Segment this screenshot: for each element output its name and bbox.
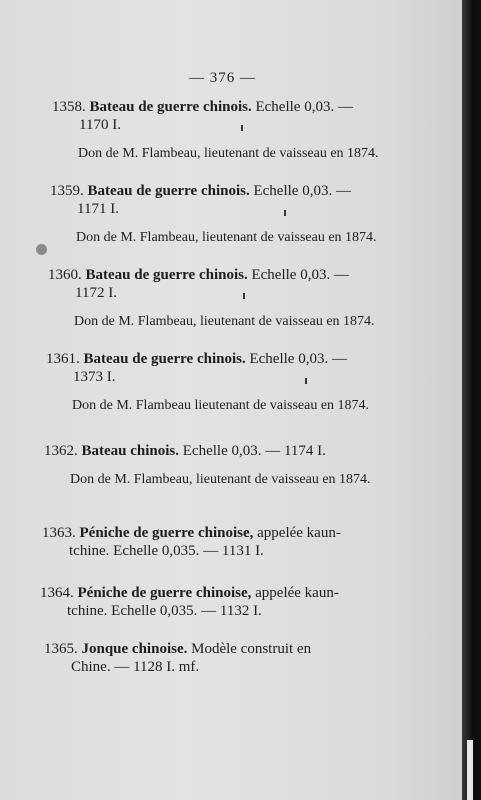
catalog-entry-1358 <box>52 98 412 162</box>
entry-scale: Echelle 0,03. — <box>247 267 349 283</box>
entry-number: 1362. <box>44 443 78 459</box>
entry-scale: appelée kaun- <box>253 525 341 541</box>
entry-title: Bateau de guerre chinois. <box>83 351 246 367</box>
entry-title: Péniche de guerre chinoise, <box>79 525 254 541</box>
entry-number: 1359. <box>50 183 84 199</box>
entry-inventory: 1373 I. <box>73 369 116 385</box>
entry-inventory: tchine. Echelle 0,035. — 1131 I. <box>69 543 264 559</box>
ink-mark <box>241 125 243 131</box>
donation-note: Don de M. Flambeau, lieutenant de vaisseau en 1874. <box>76 230 377 245</box>
entry-scale: Echelle 0,03. — 1174 I. <box>179 443 326 459</box>
catalog-entry-1359 <box>50 182 410 246</box>
donation-note: Don de M. Flambeau, lieutenant de vaisseau en 1874. <box>74 314 375 329</box>
entry-inventory: 1171 I. <box>77 201 119 217</box>
ink-mark <box>243 293 245 299</box>
page-edge-shadow <box>462 0 481 800</box>
entry-number: 1361. <box>46 351 80 367</box>
entry-title: Bateau de guerre chinois. <box>87 183 250 199</box>
entry-number: 1358. <box>52 99 86 115</box>
catalog-entry-1364 <box>40 584 400 620</box>
page-edge-highlight <box>467 740 473 800</box>
entry-scale: appelée kaun- <box>251 585 339 601</box>
entry-scale: Echelle 0,03. — <box>251 99 353 115</box>
entry-number: 1360. <box>48 267 82 283</box>
entry-title: Péniche de guerre chinoise, <box>77 585 252 601</box>
catalog-entry-1360 <box>48 266 408 330</box>
entry-scale: Echelle 0,03. — <box>249 183 351 199</box>
donation-note: Don de M. Flambeau, lieutenant de vaisseau en 1874. <box>78 146 379 161</box>
donation-note: Don de M. Flambeau lieutenant de vaisseau en 1874. <box>72 398 370 413</box>
catalog-entry-1363 <box>42 524 402 560</box>
entry-scale: Modèle construit en <box>187 641 312 657</box>
entry-inventory: 1170 I. <box>79 117 121 133</box>
catalog-entry-1361 <box>46 350 406 414</box>
ink-smudge <box>36 244 47 255</box>
entry-inventory: Chine. — 1128 I. mf. <box>71 659 200 675</box>
ink-mark <box>305 378 307 384</box>
entry-number: 1363. <box>42 525 76 541</box>
catalog-entry-1362 <box>44 442 404 488</box>
entry-title: Bateau de guerre chinois. <box>89 99 252 115</box>
entry-number: 1364. <box>40 585 74 601</box>
entry-inventory: tchine. Echelle 0,035. — 1132 I. <box>67 603 262 619</box>
entry-scale: Echelle 0,03. — <box>245 351 347 367</box>
ink-mark <box>284 210 286 216</box>
entry-inventory: 1172 I. <box>75 285 117 301</box>
entry-title: Jonque chinoise. <box>81 641 188 657</box>
donation-note: Don de M. Flambeau, lieutenant de vaisseau en 1874. <box>70 472 371 487</box>
entry-title: Bateau de guerre chinois. <box>85 267 248 283</box>
entry-number: 1365. <box>44 641 78 657</box>
page-number: — 376 — <box>189 70 256 86</box>
catalog-entry-1365 <box>44 640 404 676</box>
entry-title: Bateau chinois. <box>81 443 180 459</box>
